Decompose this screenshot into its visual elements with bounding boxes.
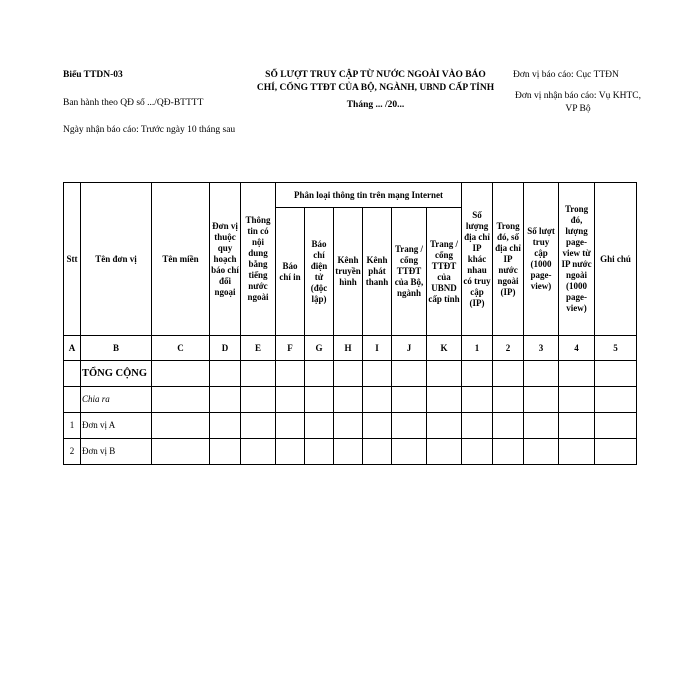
row-name: Chia ra	[81, 387, 152, 413]
letter-cell: K	[427, 336, 462, 361]
letter-cell: F	[276, 336, 305, 361]
table-row-breakdown	[64, 387, 637, 413]
row-name: Đơn vị B	[81, 439, 152, 465]
letter-cell: H	[334, 336, 363, 361]
col-d-header: Đơn vị thuộc quy hoạch báo chí đối ngoại	[210, 183, 241, 336]
col-stt-header: Stt	[64, 183, 81, 336]
col-domain-header: Tên miền	[152, 183, 210, 336]
letter-cell: E	[241, 336, 276, 361]
letter-cell: 1	[462, 336, 493, 361]
col-f-header: Báo chí in	[276, 208, 305, 336]
row-stt: 2	[64, 439, 81, 465]
col-group-header: Phân loại thông tin trên mạng Internet	[276, 183, 462, 208]
row-stt	[64, 387, 81, 413]
col-unit-name-header: Tên đơn vị	[81, 183, 152, 336]
letter-cell: C	[152, 336, 210, 361]
letter-cell: I	[363, 336, 392, 361]
letter-cell: 5	[595, 336, 637, 361]
col-g-header: Báo chí điện tử (độc lập)	[305, 208, 334, 336]
header-row-1	[64, 183, 637, 208]
col-4-header: Trong đó, lượng page-view từ IP nước ngoài (1000 page-view)	[559, 183, 595, 336]
report-title-line1: SỐ LƯỢT TRUY CẬP TỪ NƯỚC NGOÀI VÀO BÁO	[265, 70, 486, 80]
letter-cell: A	[64, 336, 81, 361]
letter-cell: B	[81, 336, 152, 361]
table-row-total	[64, 361, 637, 387]
row-stt	[64, 361, 81, 387]
letter-cell: 2	[493, 336, 524, 361]
col-3-header: Số lượt truy cập (1000 page-view)	[524, 183, 559, 336]
issued-by: Ban hành theo QĐ số .../QĐ-BTTTT	[63, 98, 204, 108]
col-5-header: Ghi chú	[595, 183, 637, 336]
letter-cell: J	[392, 336, 427, 361]
form-code: Biểu TTDN-03	[63, 70, 123, 80]
table-row	[64, 413, 637, 439]
row-stt: 1	[64, 413, 81, 439]
reporting-unit: Đơn vị báo cáo: Cục TTĐN	[513, 70, 619, 80]
table-row	[64, 439, 637, 465]
letters-row	[64, 336, 637, 361]
row-name: TỔNG CỘNG	[81, 361, 152, 387]
col-2-header: Trong đó, số địa chỉ IP nước ngoài (IP)	[493, 183, 524, 336]
report-title-line2: CHÍ, CỔNG TTĐT CỦA BỘ, NGÀNH, UBND CẤP TỈNH	[256, 83, 495, 93]
col-1-header: Số lượng địa chỉ IP khác nhau có truy cập (IP)	[462, 183, 493, 336]
row-name: Đơn vị A	[81, 413, 152, 439]
report-table	[63, 182, 637, 465]
letter-cell: D	[210, 336, 241, 361]
col-i-header: Kênh phát thanh	[363, 208, 392, 336]
letter-cell: G	[305, 336, 334, 361]
receiving-unit: Đơn vị nhận báo cáo: Vụ KHTC, VP Bộ	[515, 91, 641, 114]
report-title	[238, 69, 513, 112]
receive-date: Ngày nhận báo cáo: Trước ngày 10 tháng sau	[63, 125, 236, 135]
letter-cell: 3	[524, 336, 559, 361]
letter-cell: 4	[559, 336, 595, 361]
col-j-header: Trang / cổng TTĐT của Bộ, ngành	[392, 208, 427, 336]
col-k-header: Trang / cổng TTĐT của UBND cấp tỉnh	[427, 208, 462, 336]
col-h-header: Kênh truyền hình	[334, 208, 363, 336]
report-period: Tháng ... /20...	[346, 100, 405, 110]
col-e-header: Thông tin có nội dung bằng tiếng nước ngoài	[241, 183, 276, 336]
